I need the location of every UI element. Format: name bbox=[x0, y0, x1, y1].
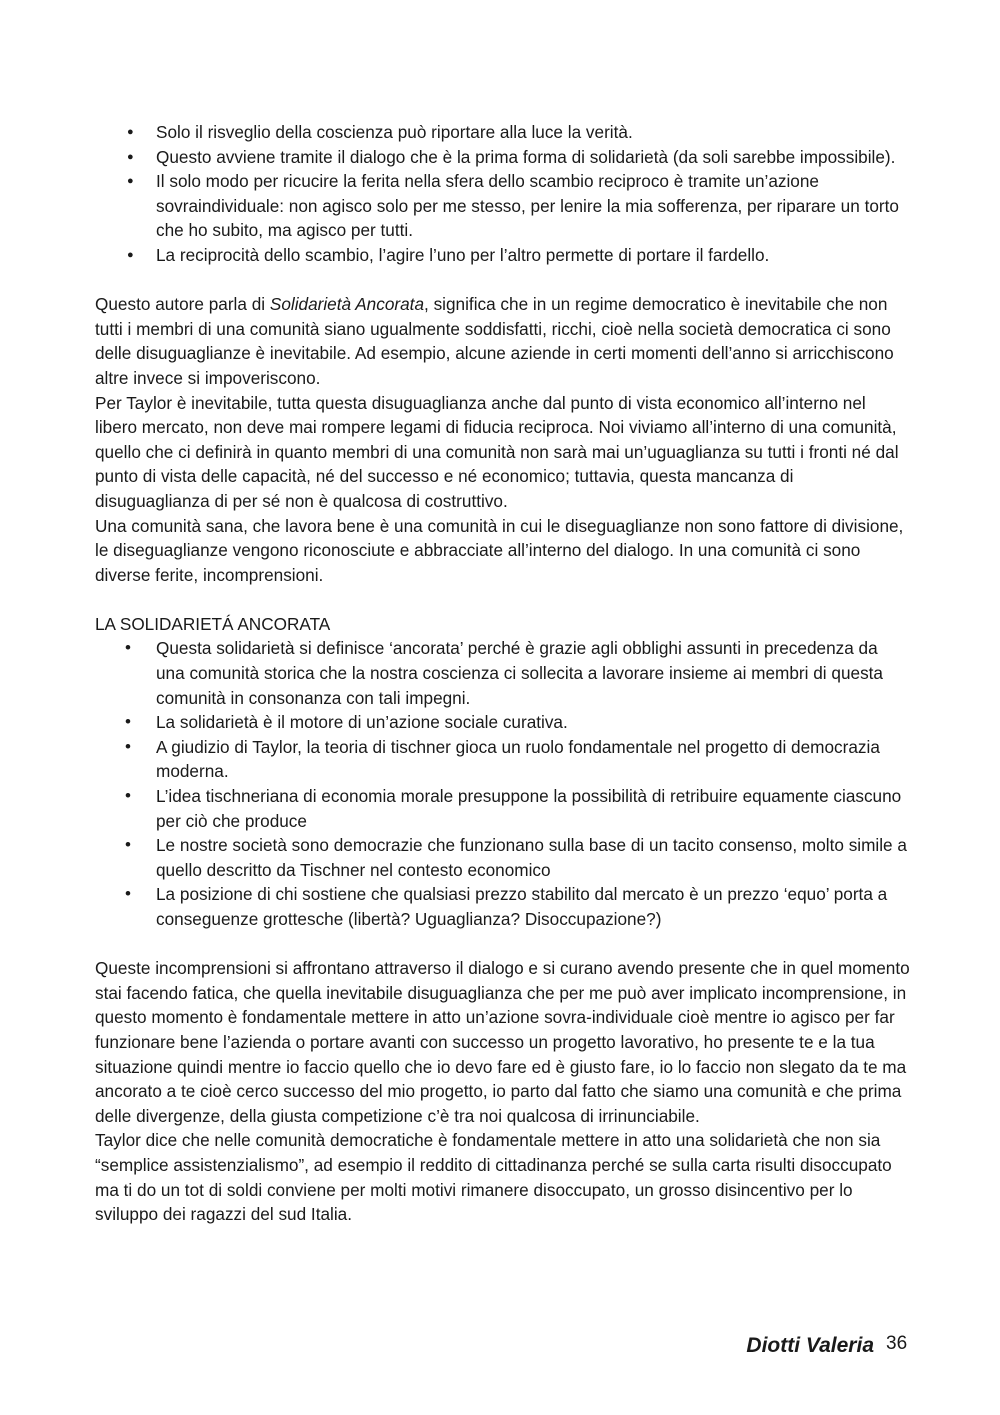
list-item: • Questa solidarietà si definisce ‘ancorata’ perché è grazie agli obblighi assunti in precedenza da una comunità storica che la nostra coscienza ci sollecita a lavorare insieme ai membri di questa comunità in consonanza con tali impegni. bbox=[95, 636, 910, 710]
paragraph-solidarieta-ancorata bbox=[95, 292, 910, 390]
bullet-list-section bbox=[95, 636, 910, 931]
list-item: ● Solo il risveglio della coscienza può riportare alla luce la verità. bbox=[95, 120, 910, 145]
paragraph-taylor: Per Taylor è inevitabile, tutta questa disuguaglianza anche dal punto di vista economico all’interno nel libero mercato, non deve mai rompere legami di fiducia reciproca. Noi viviamo all’interno di una comunità, quello che ci definirà in quanto membri di una comunità non sarà mai un’uguaglianza su tutti i fronti né dal punto di vista delle capacità, né del successo e né economico; tuttavia, questa mancanza di disuguaglianza di per sé non è qualcosa di costruttivo. bbox=[95, 392, 899, 511]
paragraph-intro: Questo autore parla di bbox=[95, 294, 270, 315]
paragraph-comunita-sana: Una comunità sana, che lavora bene è una comunità in cui le diseguaglianze non sono fattore di divisione, le diseguaglianze vengono riconosciute e abbracciate all’interno del dialogo. In una comunità ci sono diverse ferite, incomprensioni. bbox=[95, 515, 904, 585]
list-item: • L’idea tischneriana di economia morale presuppone la possibilità di retribuire equamente ciascuno per ciò che produce bbox=[95, 784, 910, 833]
list-item: • A giudizio di Taylor, la teoria di tischner gioca un ruolo fondamentale nel progetto di democrazia moderna. bbox=[95, 735, 910, 784]
paragraph-rest: , significa che in un regime democratico è inevitabile che non tutti i membri di una comunità siano ugualmente soddisfatti, ricchi, cioè nella società democratica ci sono delle disuguaglianze è inevitabile. Ad esempio, alcune aziende in certi momenti dell’anno si arricchiscono altre invece si impoveriscono. bbox=[95, 294, 894, 388]
page-number: 36 bbox=[886, 1333, 908, 1354]
page-footer bbox=[0, 1332, 1000, 1360]
list-item: ● Questo avviene tramite il dialogo che è la prima forma di solidarietà (da soli sarebbe impossibile). bbox=[95, 145, 910, 170]
italic-term: Solidarietà Ancorata bbox=[269, 294, 425, 315]
paragraph-incomprensioni: Queste incomprensioni si affrontano attraverso il dialogo e si curano avendo presente che in quel momento stai facendo fatica, che quella inevitabile disuguaglianza che per me può aver implicato incomprensione, in questo momento è fondamentale mettere in atto un’azione sovra-individuale cioè mentre io agisco per far funzionare bene l’azienda o portare avanti con successo un progetto lavorativo, ho presente te e la tua situazione quindi mentre io faccio quello che io devo fare ed è giusto fare, io lo faccio non slegato da te ma ancorato a te cioè cerco successo del mio progetto, io parto dal fatto che siamo una comunità e che prima delle divergenze, della giusta competizione c’è tra noi qualcosa di irrinunciabile. bbox=[95, 958, 910, 1126]
list-item: • La posizione di chi sostiene che qualsiasi prezzo stabilito dal mercato è un prezzo ‘equo’ porta a conseguenze grottesche (libertà? Uguaglianza? Disoccupazione?) bbox=[95, 882, 910, 931]
bullet-list-top bbox=[95, 120, 910, 268]
list-item: • La solidarietà è il motore di un’azione sociale curativa. bbox=[95, 710, 910, 735]
list-item: • Le nostre società sono democrazie che funzionano sulla base di un tacito consenso, molto simile a quello descritto da Tischner nel contesto economico bbox=[95, 833, 910, 882]
list-item: ● Il solo modo per ricucire la ferita nella sfera dello scambio reciproco è tramite un’azione sovraindividuale: non agisco solo per me stesso, per lenire la mia sofferenza, per riparare un torto che ho subito, ma agisco per tutti. bbox=[95, 169, 910, 243]
paragraph-assistenzialismo: Taylor dice che nelle comunità democratiche è fondamentale mettere in atto una solidarietà che non sia “semplice assistenzialismo”, ad esempio il reddito di cittadinanza perché se sulla carta risulti disoccupato ma ti do un tot di soldi conviene per molti motivi rimanere disoccupato, un grosso disincentivo per lo sviluppo dei ragazzi del sud Italia. bbox=[95, 1130, 892, 1225]
document-body bbox=[95, 120, 910, 1227]
list-item: ● La reciprocità dello scambio, l’agire l’uno per l’altro permette di portare il fardello. bbox=[95, 243, 910, 268]
section-heading: LA SOLIDARIETÁ ANCORATA bbox=[95, 613, 331, 634]
footer-author: Diotti Valeria bbox=[746, 1334, 874, 1357]
